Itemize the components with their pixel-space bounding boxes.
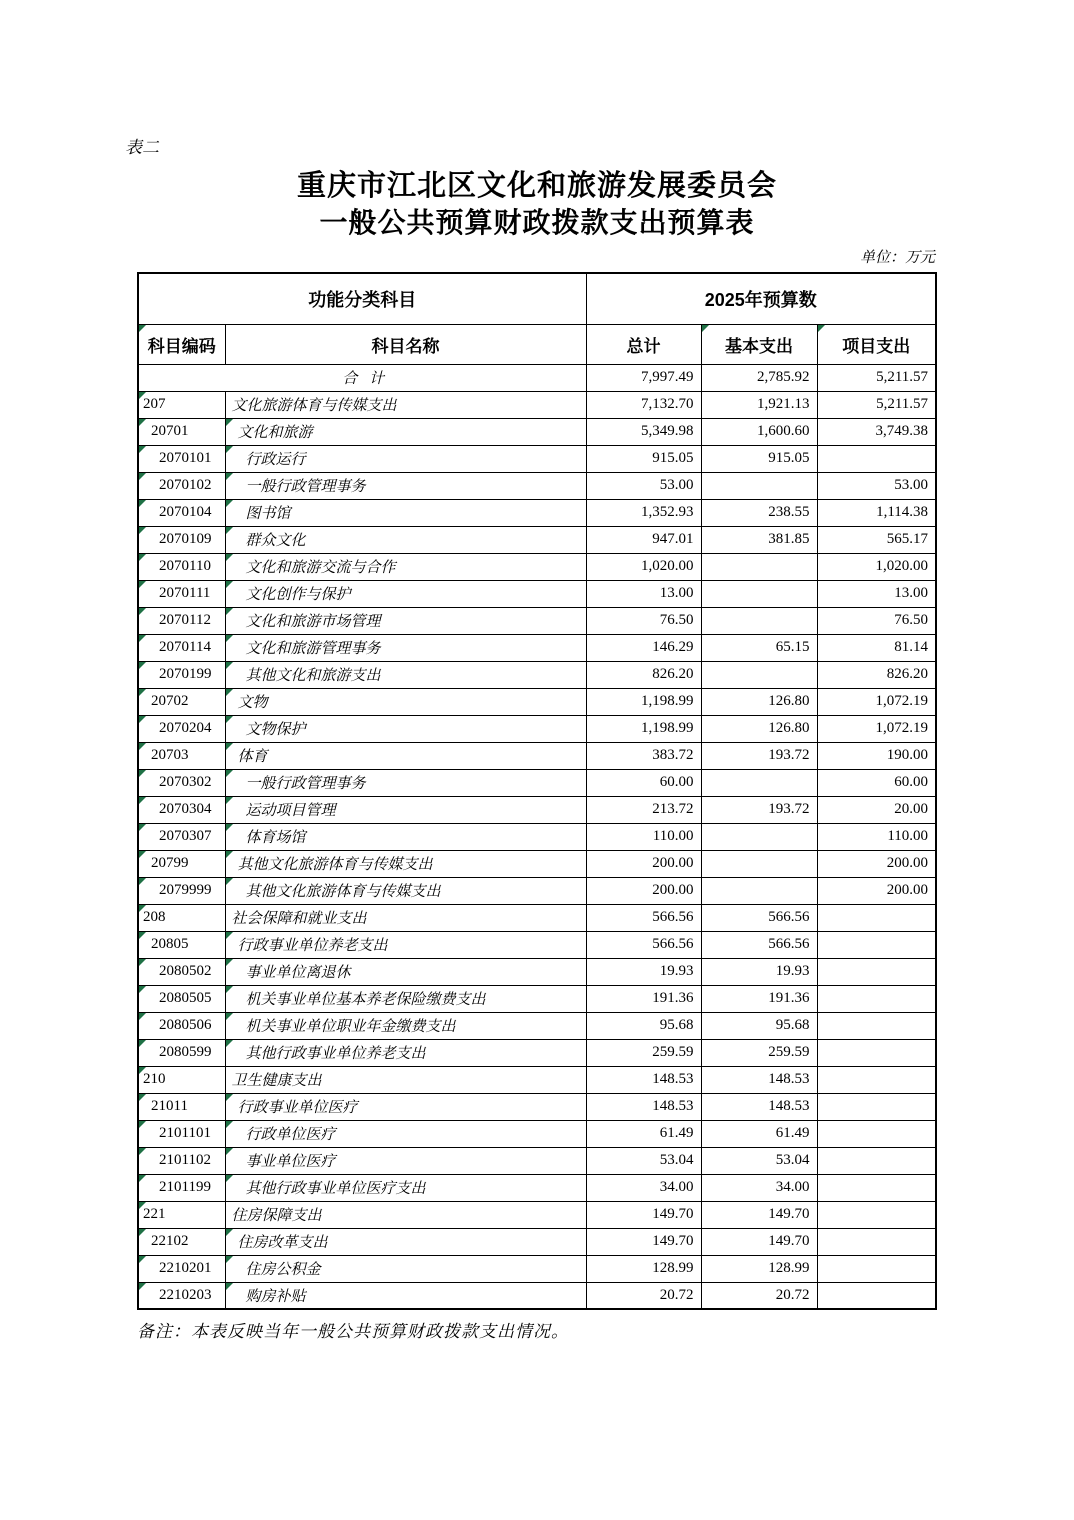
project-cell <box>817 958 936 985</box>
basic-cell: 381.85 <box>701 526 817 553</box>
project-cell <box>817 1282 936 1309</box>
cell-marker-icon <box>226 1121 233 1128</box>
name-cell: 一般行政管理事务 <box>225 769 586 796</box>
table-row <box>138 472 936 499</box>
project-cell: 20.00 <box>817 796 936 823</box>
name-cell: 文化旅游体育与传媒支出 <box>225 391 586 418</box>
cell-marker-icon <box>139 986 146 993</box>
cell-marker-icon <box>226 662 233 669</box>
code-cell: 207 <box>138 391 225 418</box>
total-cell: 128.99 <box>586 1255 701 1282</box>
table-row <box>138 1228 936 1255</box>
total-cell: 61.49 <box>586 1120 701 1147</box>
table-row <box>138 715 936 742</box>
table-row <box>138 931 936 958</box>
cell-marker-icon <box>139 1283 146 1290</box>
cell-marker-icon <box>818 325 825 332</box>
cell-marker-icon <box>139 770 146 777</box>
total-cell: 148.53 <box>586 1093 701 1120</box>
table-row <box>138 1201 936 1228</box>
name-cell: 事业单位医疗 <box>225 1147 586 1174</box>
table-row <box>138 418 936 445</box>
project-cell: 200.00 <box>817 877 936 904</box>
name-cell: 住房改革支出 <box>225 1228 586 1255</box>
name-cell: 其他行政事业单位养老支出 <box>225 1039 586 1066</box>
code-cell: 2070109 <box>138 526 225 553</box>
project-cell <box>817 1228 936 1255</box>
project-cell: 60.00 <box>817 769 936 796</box>
budget-table <box>137 272 937 1310</box>
total-cell: 7,132.70 <box>586 391 701 418</box>
cell-marker-icon <box>226 1013 233 1020</box>
total-cell: 149.70 <box>586 1228 701 1255</box>
project-cell <box>817 1093 936 1120</box>
table-row <box>138 823 936 850</box>
cell-marker-icon <box>226 1175 233 1182</box>
total-cell: 95.68 <box>586 1012 701 1039</box>
basic-cell: 126.80 <box>701 715 817 742</box>
cell-marker-icon <box>226 608 233 615</box>
basic-cell: 126.80 <box>701 688 817 715</box>
cell-marker-icon <box>139 581 146 588</box>
basic-cell: 566.56 <box>701 904 817 931</box>
total-cell: 1,352.93 <box>586 499 701 526</box>
name-cell: 文物 <box>225 688 586 715</box>
cell-marker-icon <box>226 500 233 507</box>
cell-marker-icon <box>226 824 233 831</box>
code-cell: 20799 <box>138 850 225 877</box>
project-cell <box>817 1174 936 1201</box>
total-cell: 149.70 <box>586 1201 701 1228</box>
cell-marker-icon <box>139 959 146 966</box>
doc-title-line2: 一般公共预算财政拨款支出预算表 <box>319 207 755 238</box>
code-cell: 2070110 <box>138 553 225 580</box>
name-cell: 住房保障支出 <box>225 1201 586 1228</box>
cell-marker-icon <box>226 635 233 642</box>
code-cell: 2080505 <box>138 985 225 1012</box>
total-sum-cell: 7,997.49 <box>586 364 701 391</box>
total-cell: 76.50 <box>586 607 701 634</box>
cell-marker-icon <box>226 1148 233 1155</box>
table-row <box>138 985 936 1012</box>
doc-label: 表二 <box>125 138 159 157</box>
name-cell: 社会保障和就业支出 <box>225 904 586 931</box>
cell-marker-icon <box>139 824 146 831</box>
cell-marker-icon <box>139 1040 146 1047</box>
table-row <box>138 742 936 769</box>
name-cell: 文化和旅游交流与合作 <box>225 553 586 580</box>
cell-marker-icon <box>226 1229 233 1236</box>
cell-marker-icon <box>139 716 146 723</box>
cell-marker-icon <box>139 878 146 885</box>
basic-cell: 259.59 <box>701 1039 817 1066</box>
cell-marker-icon <box>139 743 146 750</box>
basic-cell: 238.55 <box>701 499 817 526</box>
project-cell: 190.00 <box>817 742 936 769</box>
budget-table-wrap <box>137 272 937 1342</box>
unit-label: 单位：万元 <box>859 250 935 266</box>
grand-total-row <box>138 364 936 391</box>
table-row <box>138 958 936 985</box>
cell-marker-icon <box>226 743 233 750</box>
name-cell: 文化和旅游市场管理 <box>225 607 586 634</box>
cell-marker-icon <box>226 932 233 939</box>
code-cell: 210 <box>138 1066 225 1093</box>
header-subject-code: 科目编码 <box>138 324 225 364</box>
header-budget-group: 2025年预算数 <box>586 273 936 324</box>
cell-marker-icon <box>139 473 146 480</box>
cell-marker-icon <box>226 986 233 993</box>
basic-cell: 149.70 <box>701 1201 817 1228</box>
project-cell: 826.20 <box>817 661 936 688</box>
name-cell: 运动项目管理 <box>225 796 586 823</box>
total-cell: 148.53 <box>586 1066 701 1093</box>
total-cell: 1,198.99 <box>586 715 701 742</box>
cell-marker-icon <box>226 1283 233 1290</box>
total-name-cell: 合 计 <box>138 364 586 391</box>
project-cell: 81.14 <box>817 634 936 661</box>
project-cell <box>817 1255 936 1282</box>
cell-marker-icon <box>139 608 146 615</box>
cell-marker-icon <box>139 635 146 642</box>
name-cell: 行政单位医疗 <box>225 1120 586 1147</box>
total-cell: 1,020.00 <box>586 553 701 580</box>
name-cell: 图书馆 <box>225 499 586 526</box>
code-cell: 208 <box>138 904 225 931</box>
name-cell: 行政运行 <box>225 445 586 472</box>
table-row <box>138 904 936 931</box>
cell-marker-icon <box>226 770 233 777</box>
header-project-expense: 项目支出 <box>817 324 936 364</box>
cell-marker-icon <box>139 1094 146 1101</box>
total-cell: 53.00 <box>586 472 701 499</box>
table-row <box>138 688 936 715</box>
table-row <box>138 580 936 607</box>
project-cell: 565.17 <box>817 526 936 553</box>
code-cell: 2070199 <box>138 661 225 688</box>
cell-marker-icon <box>226 851 233 858</box>
project-cell <box>817 904 936 931</box>
table-row <box>138 1147 936 1174</box>
cell-marker-icon <box>139 1229 146 1236</box>
cell-marker-icon <box>139 797 146 804</box>
code-cell: 2210203 <box>138 1282 225 1309</box>
basic-cell: 193.72 <box>701 796 817 823</box>
cell-marker-icon <box>139 662 146 669</box>
cell-marker-icon <box>139 500 146 507</box>
cell-marker-icon <box>226 959 233 966</box>
basic-cell: 191.36 <box>701 985 817 1012</box>
project-cell <box>817 1066 936 1093</box>
name-cell: 机关事业单位职业年金缴费支出 <box>225 1012 586 1039</box>
table-header <box>138 273 936 364</box>
code-cell: 2070204 <box>138 715 225 742</box>
name-cell: 住房公积金 <box>225 1255 586 1282</box>
code-cell: 2070114 <box>138 634 225 661</box>
cell-marker-icon <box>226 446 233 453</box>
total-cell: 110.00 <box>586 823 701 850</box>
table-row <box>138 1120 936 1147</box>
cell-marker-icon <box>226 1040 233 1047</box>
basic-cell <box>701 661 817 688</box>
basic-cell <box>701 769 817 796</box>
code-cell: 2070112 <box>138 607 225 634</box>
basic-cell: 61.49 <box>701 1120 817 1147</box>
name-cell: 其他文化和旅游支出 <box>225 661 586 688</box>
name-cell: 文化和旅游 <box>225 418 586 445</box>
code-cell: 2210201 <box>138 1255 225 1282</box>
basic-cell: 20.72 <box>701 1282 817 1309</box>
table-row <box>138 661 936 688</box>
name-cell: 文化创作与保护 <box>225 580 586 607</box>
project-cell <box>817 1120 936 1147</box>
total-cell: 947.01 <box>586 526 701 553</box>
basic-cell: 148.53 <box>701 1066 817 1093</box>
project-cell: 1,020.00 <box>817 553 936 580</box>
table-row <box>138 850 936 877</box>
table-row <box>138 1282 936 1309</box>
project-cell <box>817 1201 936 1228</box>
total-cell: 5,349.98 <box>586 418 701 445</box>
cell-marker-icon <box>226 473 233 480</box>
total-cell: 915.05 <box>586 445 701 472</box>
table-row <box>138 553 936 580</box>
total-cell: 13.00 <box>586 580 701 607</box>
cell-marker-icon <box>226 1256 233 1263</box>
project-cell: 1,072.19 <box>817 715 936 742</box>
total-cell: 383.72 <box>586 742 701 769</box>
basic-cell <box>701 553 817 580</box>
code-cell: 20701 <box>138 418 225 445</box>
cell-marker-icon <box>226 554 233 561</box>
total-cell: 20.72 <box>586 1282 701 1309</box>
basic-cell <box>701 823 817 850</box>
name-cell: 卫生健康支出 <box>225 1066 586 1093</box>
project-cell <box>817 445 936 472</box>
header-total: 总计 <box>586 324 701 364</box>
name-cell: 一般行政管理事务 <box>225 472 586 499</box>
total-project-cell: 5,211.57 <box>817 364 936 391</box>
table-row <box>138 499 936 526</box>
basic-cell: 149.70 <box>701 1228 817 1255</box>
basic-cell <box>701 877 817 904</box>
total-cell: 191.36 <box>586 985 701 1012</box>
basic-cell: 915.05 <box>701 445 817 472</box>
cell-marker-icon <box>226 527 233 534</box>
basic-cell: 193.72 <box>701 742 817 769</box>
project-cell <box>817 1147 936 1174</box>
table-row <box>138 877 936 904</box>
table-row <box>138 1093 936 1120</box>
cell-marker-icon <box>139 1175 146 1182</box>
table-row <box>138 445 936 472</box>
name-cell: 群众文化 <box>225 526 586 553</box>
cell-marker-icon <box>226 581 233 588</box>
name-cell: 其他文化旅游体育与传媒支出 <box>225 877 586 904</box>
project-cell: 53.00 <box>817 472 936 499</box>
basic-cell: 128.99 <box>701 1255 817 1282</box>
total-cell: 146.29 <box>586 634 701 661</box>
name-cell: 行政事业单位养老支出 <box>225 931 586 958</box>
table-body <box>138 364 936 1309</box>
basic-cell <box>701 580 817 607</box>
project-cell: 3,749.38 <box>817 418 936 445</box>
code-cell: 20805 <box>138 931 225 958</box>
project-cell: 5,211.57 <box>817 391 936 418</box>
code-cell: 2080502 <box>138 958 225 985</box>
project-cell: 76.50 <box>817 607 936 634</box>
code-cell: 2070111 <box>138 580 225 607</box>
basic-cell: 1,600.60 <box>701 418 817 445</box>
basic-cell: 148.53 <box>701 1093 817 1120</box>
total-cell: 213.72 <box>586 796 701 823</box>
code-cell: 2070104 <box>138 499 225 526</box>
code-cell: 2080506 <box>138 1012 225 1039</box>
name-cell: 机关事业单位基本养老保险缴费支出 <box>225 985 586 1012</box>
table-row <box>138 391 936 418</box>
code-cell: 2101199 <box>138 1174 225 1201</box>
code-cell: 2070101 <box>138 445 225 472</box>
table-row <box>138 1066 936 1093</box>
total-cell: 259.59 <box>586 1039 701 1066</box>
code-cell: 221 <box>138 1201 225 1228</box>
cell-marker-icon <box>139 851 146 858</box>
cell-marker-icon <box>139 325 146 332</box>
project-cell: 13.00 <box>817 580 936 607</box>
code-cell: 2080599 <box>138 1039 225 1066</box>
basic-cell: 53.04 <box>701 1147 817 1174</box>
total-cell: 19.93 <box>586 958 701 985</box>
table-row <box>138 1255 936 1282</box>
basic-cell <box>701 607 817 634</box>
table-row <box>138 1174 936 1201</box>
cell-marker-icon <box>139 689 146 696</box>
basic-cell: 65.15 <box>701 634 817 661</box>
header-columns-row <box>138 324 936 364</box>
cell-marker-icon <box>226 419 233 426</box>
total-cell: 200.00 <box>586 877 701 904</box>
cell-marker-icon <box>139 446 146 453</box>
project-cell: 110.00 <box>817 823 936 850</box>
basic-cell: 1,921.13 <box>701 391 817 418</box>
cell-marker-icon <box>139 932 146 939</box>
project-cell <box>817 1012 936 1039</box>
table-row <box>138 634 936 661</box>
basic-cell: 566.56 <box>701 931 817 958</box>
code-cell: 21011 <box>138 1093 225 1120</box>
table-row <box>138 526 936 553</box>
header-function-group: 功能分类科目 <box>138 273 586 324</box>
basic-cell <box>701 472 817 499</box>
total-cell: 34.00 <box>586 1174 701 1201</box>
project-cell: 1,072.19 <box>817 688 936 715</box>
footnote: 备注：本表反映当年一般公共预算财政拨款支出情况。 <box>137 1322 569 1341</box>
total-basic-cell: 2,785.92 <box>701 364 817 391</box>
name-cell: 文物保护 <box>225 715 586 742</box>
cell-marker-icon <box>139 527 146 534</box>
project-cell <box>817 931 936 958</box>
header-basic-expense: 基本支出 <box>701 324 817 364</box>
table-row <box>138 1039 936 1066</box>
cell-marker-icon <box>702 325 709 332</box>
code-cell: 20703 <box>138 742 225 769</box>
basic-cell: 34.00 <box>701 1174 817 1201</box>
project-cell <box>817 985 936 1012</box>
total-cell: 1,198.99 <box>586 688 701 715</box>
total-cell: 60.00 <box>586 769 701 796</box>
cell-marker-icon <box>139 554 146 561</box>
cell-marker-icon <box>226 689 233 696</box>
header-subject-name: 科目名称 <box>225 324 586 364</box>
total-cell: 826.20 <box>586 661 701 688</box>
code-cell: 2070102 <box>138 472 225 499</box>
code-cell: 22102 <box>138 1228 225 1255</box>
basic-cell <box>701 850 817 877</box>
cell-marker-icon <box>139 1148 146 1155</box>
basic-cell: 19.93 <box>701 958 817 985</box>
name-cell: 体育场馆 <box>225 823 586 850</box>
cell-marker-icon <box>139 1256 146 1263</box>
code-cell: 2101101 <box>138 1120 225 1147</box>
cell-marker-icon <box>139 1121 146 1128</box>
total-cell: 566.56 <box>586 904 701 931</box>
name-cell: 体育 <box>225 742 586 769</box>
cell-marker-icon <box>139 1013 146 1020</box>
name-cell: 文化和旅游管理事务 <box>225 634 586 661</box>
code-cell: 2070304 <box>138 796 225 823</box>
name-cell: 其他文化旅游体育与传媒支出 <box>225 850 586 877</box>
cell-marker-icon <box>226 1094 233 1101</box>
table-row <box>138 796 936 823</box>
code-cell: 2079999 <box>138 877 225 904</box>
name-cell: 购房补贴 <box>225 1282 586 1309</box>
cell-marker-icon <box>226 716 233 723</box>
cell-marker-icon <box>226 878 233 885</box>
project-cell: 200.00 <box>817 850 936 877</box>
total-cell: 53.04 <box>586 1147 701 1174</box>
name-cell: 其他行政事业单位医疗支出 <box>225 1174 586 1201</box>
cell-marker-icon <box>139 419 146 426</box>
project-cell: 1,114.38 <box>817 499 936 526</box>
code-cell: 2101102 <box>138 1147 225 1174</box>
table-row <box>138 1012 936 1039</box>
code-cell: 2070302 <box>138 769 225 796</box>
project-cell <box>817 1039 936 1066</box>
name-cell: 行政事业单位医疗 <box>225 1093 586 1120</box>
name-cell: 事业单位离退休 <box>225 958 586 985</box>
total-cell: 200.00 <box>586 850 701 877</box>
table-row <box>138 769 936 796</box>
doc-title-line1: 重庆市江北区文化和旅游发展委员会 <box>296 170 777 202</box>
cell-marker-icon <box>226 797 233 804</box>
code-cell: 20702 <box>138 688 225 715</box>
table-row <box>138 607 936 634</box>
header-group-row <box>138 273 936 324</box>
total-cell: 566.56 <box>586 931 701 958</box>
basic-cell: 95.68 <box>701 1012 817 1039</box>
code-cell: 2070307 <box>138 823 225 850</box>
